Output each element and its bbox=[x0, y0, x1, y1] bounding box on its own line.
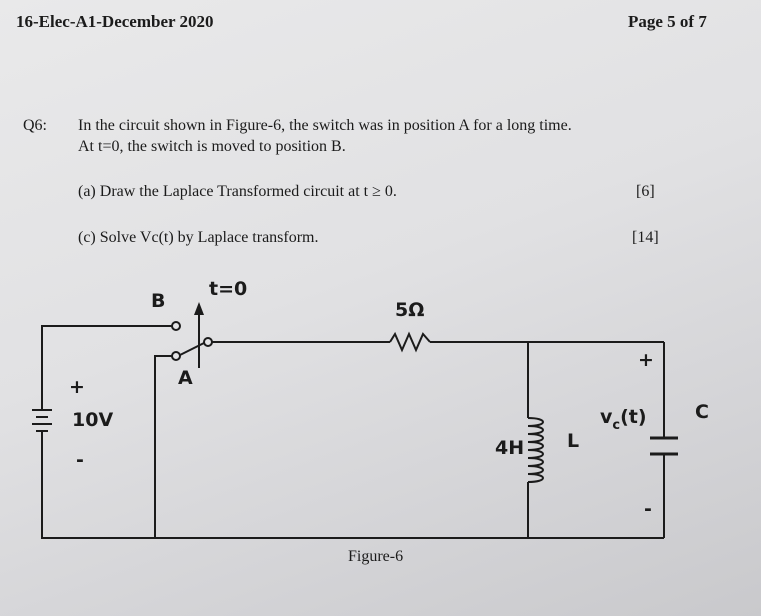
question-part-c: (c) Solve Vc(t) by Laplace transform. bbox=[78, 229, 319, 246]
cap-voltage-sub: c bbox=[612, 418, 621, 433]
resistor-label: 5Ω bbox=[395, 299, 425, 321]
switch-terminal-a bbox=[172, 352, 180, 360]
switch-time-label: t=0 bbox=[209, 278, 248, 300]
switch-label-b: B bbox=[151, 290, 166, 312]
question-part-a-marks: [6] bbox=[636, 183, 655, 200]
wire-source-top bbox=[42, 326, 172, 410]
resistor-symbol bbox=[390, 334, 430, 350]
switch-arrow-head bbox=[194, 302, 204, 315]
page-number: Page 5 of 7 bbox=[628, 12, 707, 31]
switch-label-a: A bbox=[178, 367, 193, 389]
question-part-a: (a) Draw the Laplace Transformed circuit at t ≥ 0. bbox=[78, 183, 397, 200]
question-line-1: In the circuit shown in Figure-6, the switch was in position A for a long time. bbox=[78, 117, 572, 134]
cap-voltage-label bbox=[600, 406, 647, 433]
cap-minus-label: - bbox=[644, 498, 652, 520]
cap-plus-label: + bbox=[638, 349, 654, 371]
cap-name-label: C bbox=[695, 401, 709, 423]
switch-pivot bbox=[204, 338, 212, 346]
document-id: 16-Elec-A1-December 2020 bbox=[16, 12, 214, 31]
question-number: Q6: bbox=[23, 117, 47, 134]
figure-caption: Figure-6 bbox=[348, 548, 404, 565]
inductor-name-label: L bbox=[567, 430, 580, 452]
question-line-2: At t=0, the switch is moved to position B. bbox=[78, 138, 346, 155]
source-plus-label: + bbox=[69, 376, 85, 398]
wire-a-leg bbox=[155, 356, 172, 538]
inductor-coil bbox=[528, 418, 543, 482]
cap-voltage-tail: (t) bbox=[620, 406, 647, 428]
source-value-label: 10V bbox=[72, 409, 114, 431]
cap-voltage-main: v bbox=[600, 406, 613, 428]
source-minus-label: - bbox=[76, 449, 84, 471]
switch-arm bbox=[180, 343, 204, 355]
switch-terminal-b bbox=[172, 322, 180, 330]
question-part-c-marks: [14] bbox=[632, 229, 659, 246]
inductor-value-label: 4H bbox=[495, 437, 525, 459]
